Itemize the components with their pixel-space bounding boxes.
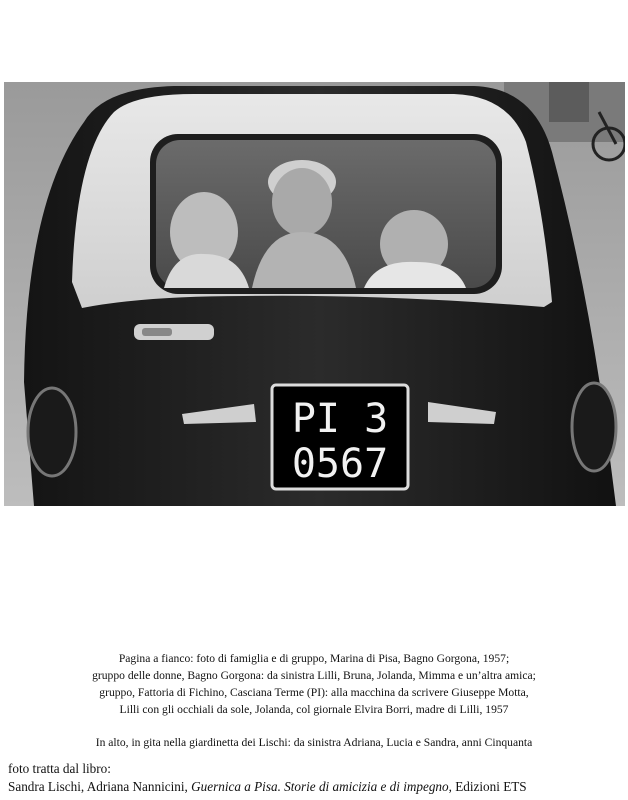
caption-line-2: gruppo delle donne, Bagno Gorgona: da sinistra Lilli, Bruna, Jolanda, Mimma e un’altra amica; <box>92 669 536 682</box>
caption-line-3: gruppo, Fattoria di Fichino, Casciana Terme (PI): alla macchina da scrivere Giuseppe Motta, <box>99 686 529 699</box>
source-authors: Sandra Lischi, Adriana Nannicini, <box>8 779 192 794</box>
source-heading: foto tratta dal libro: <box>8 761 111 776</box>
caption-line-5: In alto, in gita nella giardinetta dei Lischi: da sinistra Adriana, Lucia e Sandra, anni Cinquanta <box>95 736 533 749</box>
plate-line-1: PI 3 <box>291 396 389 442</box>
source-book-title: Guernica a Pisa. Storie di amicizia e di impegno <box>191 779 449 794</box>
car-photo <box>4 82 625 506</box>
caption-line-4: Lilli con gli occhiali da sole, Jolanda, col giornale Elvira Borri, madre di Lilli, 1957 <box>119 703 509 716</box>
car-photo-illustration <box>4 82 625 506</box>
caption-line-1: Pagina a fianco: foto di famiglia e di gruppo, Marina di Pisa, Bagno Gorgona, 1957; <box>118 652 510 665</box>
source-publisher: , Edizioni ETS <box>448 779 527 794</box>
photo-source <box>8 760 624 796</box>
plate-line-2: 0567 <box>291 441 389 487</box>
source-citation <box>8 778 624 796</box>
photo-captions <box>0 650 628 751</box>
